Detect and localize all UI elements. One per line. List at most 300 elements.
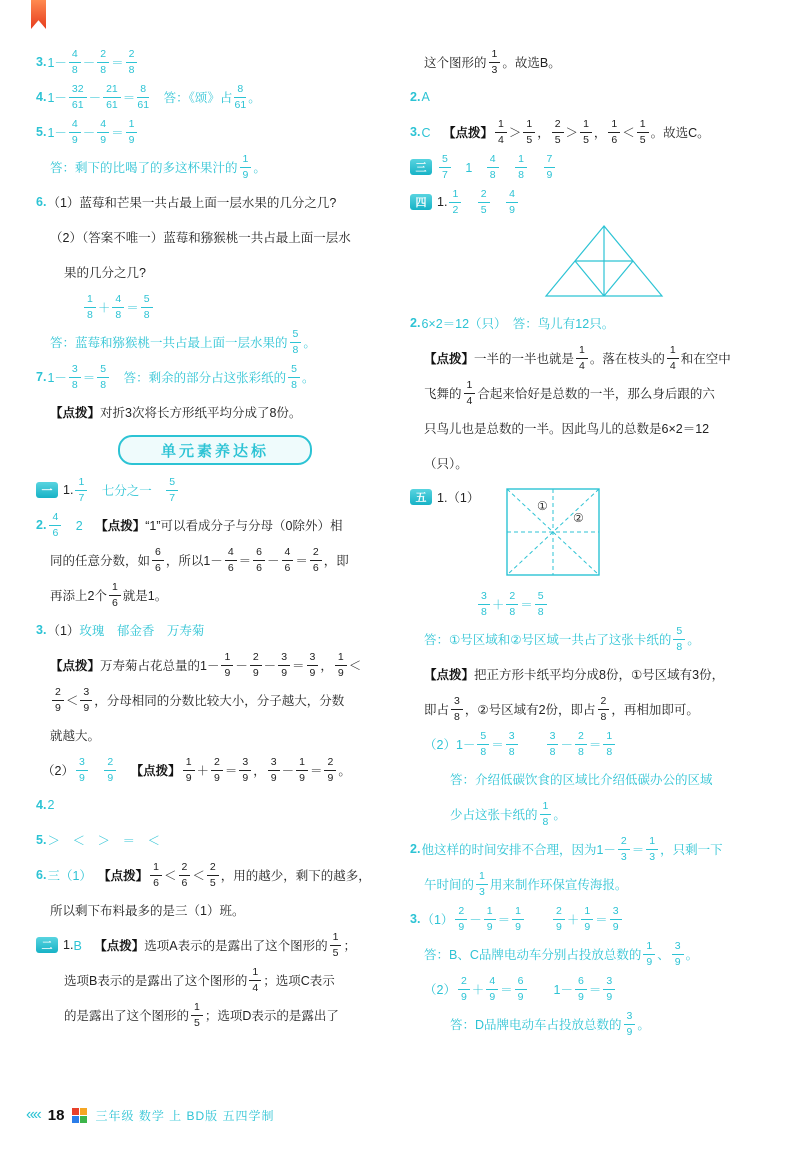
text-segment: 。落在枝头的 (589, 352, 665, 366)
fraction-numerator: 2 (506, 591, 518, 605)
text-segment: ＋ (471, 983, 485, 997)
text-segment: － (235, 659, 248, 673)
text-segment: 选项B表示的是露出了这个图形的 (64, 974, 248, 988)
text-segment: A (421, 90, 430, 104)
item-number: 5. (36, 833, 47, 847)
fraction (324, 757, 336, 783)
text-line (410, 868, 776, 900)
text-segment: （1）蓝莓和芒果一共占最上面一层水果的几分之几? (47, 196, 337, 210)
item-number: 3. (36, 55, 47, 69)
fraction-numerator: 2 (179, 862, 191, 876)
fraction-numerator: 1 (512, 906, 524, 920)
fraction (672, 941, 684, 967)
text-line (410, 412, 776, 444)
fraction-numerator: 1 (489, 49, 501, 63)
fraction (643, 941, 655, 967)
fraction-numerator: 3 (547, 731, 559, 745)
hint-label: 【点拨】 (442, 126, 493, 140)
fraction-denominator: 3 (491, 63, 498, 76)
fraction (484, 906, 496, 932)
fraction-denominator: 61 (71, 98, 84, 111)
fraction-numerator: 8 (137, 84, 149, 98)
text-segment: － (88, 91, 102, 105)
fraction-numerator: 2 (104, 757, 116, 771)
fraction-denominator: 61 (234, 98, 247, 111)
text-segment: 。故选B。 (502, 56, 561, 70)
fraction-denominator: 6 (153, 876, 159, 889)
text-segment: － (263, 659, 277, 673)
text-segment: 就是1。 (122, 589, 168, 603)
text-line (410, 307, 776, 339)
fraction (191, 1002, 203, 1028)
text-segment (492, 193, 505, 211)
fraction-denominator: 9 (515, 920, 521, 933)
text-segment: 少占这张卡纸的 (450, 808, 538, 822)
fraction-numerator: 4 (69, 119, 81, 133)
fraction-denominator: 9 (309, 666, 316, 679)
text-segment: 2 (63, 519, 96, 533)
fraction-denominator: 9 (252, 666, 259, 679)
text-segment: 飞舞的 (424, 387, 462, 401)
text-segment: 。 (687, 633, 700, 647)
text-segment: 合起来恰好是总数的一半，那么身后跟的六 (477, 387, 715, 401)
fraction (97, 49, 109, 75)
fraction-numerator: 3 (478, 591, 490, 605)
fraction-numerator: 2 (207, 862, 219, 876)
fraction-numerator: 1 (515, 154, 527, 168)
text-segment: ，用的越少，剩下的越多， (220, 869, 371, 883)
text-line (36, 431, 394, 471)
text-segment: 1.（1） (437, 491, 480, 505)
text-line (36, 894, 394, 926)
fraction-denominator: 3 (479, 885, 485, 898)
text-segment: ＝ (126, 301, 139, 315)
fraction (335, 652, 347, 678)
fraction-denominator: 9 (55, 701, 61, 714)
text-segment: ＜ (164, 869, 177, 883)
text-line (410, 623, 776, 655)
edition-label: 三年级 数学 上 BD版 五四学制 (95, 1108, 275, 1123)
fraction-numerator: 2 (598, 696, 610, 710)
section-number-badge: 一 (36, 482, 58, 498)
fraction-numerator: 3 (307, 652, 319, 666)
fraction (486, 976, 498, 1002)
fraction (512, 906, 524, 932)
item-number: 4. (36, 90, 47, 104)
fraction-denominator: 6 (52, 526, 59, 539)
fraction-numerator: 6 (152, 547, 164, 561)
text-segment: 就越大。 (50, 729, 101, 743)
fraction-denominator: 9 (214, 771, 220, 784)
section-header: 单元素养达标 (118, 435, 312, 465)
fraction (166, 477, 178, 503)
text-segment: （2） (42, 764, 74, 778)
text-line (36, 754, 394, 786)
text-segment: 所以剩下布料最多的是三（1）班。 (50, 904, 245, 918)
text-segment: ＜ (348, 659, 362, 673)
text-segment: ＝ (122, 91, 136, 105)
text-segment: 选项A表示的是露出了这个图形的 (144, 939, 328, 953)
fraction (69, 84, 87, 110)
fraction-denominator: 8 (115, 308, 122, 321)
text-segment: ＞ (508, 126, 522, 140)
fraction-denominator: 9 (242, 771, 249, 784)
fraction (637, 119, 649, 145)
fraction-numerator: 1 (540, 801, 552, 815)
text-line (410, 903, 776, 935)
text-segment: （1） (47, 624, 80, 638)
text-segment: 同的任意分数，如 (50, 554, 151, 568)
text-segment: － (82, 126, 96, 140)
fraction-denominator: 8 (518, 168, 524, 181)
text-segment: ，②号区域有2份，即占 (464, 703, 596, 717)
fraction-numerator: 2 (553, 906, 565, 920)
page-number: 18 (47, 1106, 65, 1124)
fraction-denominator: 9 (270, 771, 277, 784)
text-line (36, 859, 394, 891)
fraction-denominator: 9 (460, 990, 467, 1003)
svg-text:②: ② (573, 511, 585, 525)
fraction (523, 119, 535, 145)
text-segment: 答：蓝莓和猕猴桃一共占最上面一层水果的 (50, 336, 288, 350)
fraction-numerator: 1 (603, 731, 615, 745)
section-number-badge: 三 (410, 159, 432, 175)
item-number: 4. (36, 798, 47, 812)
fraction (575, 976, 587, 1002)
text-segment: ，分母相同的分数比较大小，分子越大，分数 (94, 694, 345, 708)
fraction-denominator: 8 (292, 343, 299, 356)
fraction (75, 477, 87, 503)
hint-label: 【点拨】 (424, 352, 475, 366)
text-line (36, 256, 394, 288)
text-segment: 1－ (47, 56, 67, 70)
fraction-denominator: 3 (649, 850, 656, 863)
fraction (152, 547, 164, 573)
fraction-denominator: 6 (181, 876, 188, 889)
text-segment: 1. (437, 195, 448, 209)
fraction-denominator: 8 (87, 308, 93, 321)
fraction-numerator: 1 (221, 652, 233, 666)
fraction-denominator: 6 (256, 561, 263, 574)
text-segment: （1） (421, 913, 454, 927)
item-number: 2. (36, 518, 47, 532)
text-segment: ＜ (65, 694, 79, 708)
fraction-numerator: 2 (211, 757, 223, 771)
text-line (410, 151, 776, 183)
text-segment: ＝ (595, 913, 608, 927)
fraction-numerator: 4 (225, 547, 237, 561)
fraction-numerator: 3 (506, 731, 518, 745)
fraction (515, 154, 527, 180)
text-segment: 。故选C。 (650, 126, 710, 140)
fraction-numerator: 1 (523, 119, 535, 133)
fraction (49, 512, 61, 538)
fraction-numerator: 2 (618, 836, 630, 850)
fraction-numerator: 1 (476, 871, 488, 885)
fraction-denominator: 8 (606, 745, 613, 758)
text-line (410, 798, 776, 830)
fraction-denominator: 5 (526, 133, 533, 146)
text-segment: ＋ (196, 764, 210, 778)
fraction (290, 329, 302, 355)
text-line (410, 377, 776, 409)
fraction-denominator: 8 (600, 710, 607, 723)
text-segment: 1－ (47, 91, 67, 105)
text-line (36, 396, 394, 428)
fraction-numerator: 21 (103, 84, 121, 98)
fraction-denominator: 9 (327, 771, 334, 784)
fraction (221, 652, 233, 678)
text-line (410, 482, 776, 585)
fraction-denominator: 7 (442, 168, 448, 181)
text-segment: ＝ (520, 598, 533, 612)
fraction-denominator: 9 (78, 771, 85, 784)
fraction (618, 836, 630, 862)
text-segment: “1”可以看成分子与分母（0除外）相 (145, 519, 343, 533)
fraction-denominator: 5 (209, 876, 216, 889)
fraction-numerator: 3 (672, 941, 684, 955)
text-segment: 对折3次将长方形纸平均分成了8份。 (100, 406, 302, 420)
fraction-numerator: 1 (249, 967, 261, 981)
fraction-denominator: 9 (83, 701, 90, 714)
text-line (410, 116, 776, 148)
fraction-denominator: 5 (194, 1016, 200, 1029)
fraction (455, 906, 467, 932)
fraction-denominator: 4 (497, 133, 504, 146)
fraction-numerator: 5 (673, 626, 685, 640)
text-line (36, 116, 394, 148)
fraction (610, 906, 622, 932)
fraction-numerator: 4 (506, 189, 518, 203)
fraction-denominator: 6 (284, 561, 291, 574)
fraction-denominator: 9 (646, 955, 653, 968)
text-segment: 。 (338, 764, 351, 778)
fraction-denominator: 8 (143, 308, 150, 321)
text-segment: 答：剩下的比喝了的多这杯果汁的 (50, 161, 238, 175)
text-line (410, 1008, 776, 1040)
text-segment: ＝ (631, 843, 645, 857)
text-segment: 1. (63, 483, 74, 497)
text-segment: － (560, 738, 573, 752)
text-segment (529, 158, 542, 176)
text-segment: ，所以1－ (165, 554, 223, 568)
fraction-numerator: 1 (643, 941, 655, 955)
text-segment: 他这样的时间安排不合理，因为1－ (421, 843, 616, 857)
fraction-numerator: 2 (324, 757, 336, 771)
fraction (207, 862, 219, 888)
fraction (253, 547, 265, 573)
fraction-numerator: 8 (234, 84, 246, 98)
text-segment: 午时间的 (424, 878, 475, 892)
text-line (410, 763, 776, 795)
text-segment: 。 (553, 808, 566, 822)
fraction-numerator: 5 (535, 591, 547, 605)
guillemet-marks: «« (26, 1106, 40, 1123)
text-segment: ＝ (82, 371, 96, 385)
fraction-denominator: 8 (128, 63, 135, 76)
hint-label: 【点拨】 (95, 519, 146, 533)
fraction-numerator: 1 (84, 294, 96, 308)
fraction (69, 49, 81, 75)
text-line (410, 728, 776, 760)
bookmark-icon (31, 0, 46, 29)
fraction-numerator: 2 (250, 652, 262, 666)
fraction-denominator: 9 (606, 990, 613, 1003)
fraction-numerator: 1 (191, 1002, 203, 1016)
text-line (36, 291, 394, 323)
section-number-badge: 五 (410, 489, 432, 505)
fraction-numerator: 1 (576, 345, 588, 359)
fraction-denominator: 9 (626, 1025, 633, 1038)
text-segment: 。 (248, 91, 261, 105)
fraction (458, 976, 470, 1002)
text-segment: 6×2＝12（只） 答：鸟儿有12只。 (421, 317, 615, 331)
fraction-numerator: 1 (464, 380, 476, 394)
text-segment: ＞ ＜ ＞ ＝ ＜ (47, 834, 160, 848)
fraction (478, 189, 490, 215)
fraction-denominator: 9 (100, 133, 107, 146)
fraction-numerator: 6 (575, 976, 587, 990)
text-segment: 只鸟儿也是总数的一半。因此鸟儿的总数是6×2＝12 (424, 422, 710, 436)
fraction (330, 932, 342, 958)
item-number: 6. (36, 868, 47, 882)
text-line (36, 964, 394, 996)
text-line (36, 361, 394, 393)
fraction-numerator: 1 (75, 477, 87, 491)
fraction-numerator: 1 (335, 652, 347, 666)
fraction (575, 731, 587, 757)
text-segment: ， (320, 659, 333, 673)
hint-label: 【点拨】 (50, 406, 101, 420)
text-segment: ＝ (224, 764, 238, 778)
fraction (76, 757, 88, 783)
hint-label: 【点拨】 (50, 659, 101, 673)
fraction (69, 119, 81, 145)
fraction-numerator: 1 (449, 189, 461, 203)
text-segment: 答：《颂》占 (151, 91, 233, 105)
fraction-numerator: 1 (667, 345, 679, 359)
text-segment (520, 735, 545, 753)
text-segment: ，即 (323, 554, 349, 568)
text-segment: 再添上2个 (50, 589, 107, 603)
text-segment (90, 761, 103, 779)
fraction (103, 84, 121, 110)
fraction-numerator: 2 (458, 976, 470, 990)
fraction (598, 696, 610, 722)
fraction (478, 591, 490, 617)
text-segment: ；选项C表示 (263, 974, 335, 988)
fraction (268, 757, 280, 783)
fraction-numerator: 3 (451, 696, 463, 710)
fraction-numerator: 3 (603, 976, 615, 990)
fraction-denominator: 4 (252, 981, 259, 994)
fraction (310, 547, 322, 573)
text-segment: － (267, 554, 280, 568)
fraction (576, 345, 588, 371)
fraction (540, 801, 552, 827)
fraction (278, 652, 290, 678)
fraction (137, 84, 149, 110)
text-segment: 答：介绍低碳饮食的区域比介绍低碳办公的区域 (450, 773, 713, 787)
text-segment: ＝ (309, 764, 323, 778)
text-segment: 。 (301, 371, 315, 385)
fraction-numerator: 6 (253, 547, 265, 561)
fraction (544, 154, 556, 180)
fraction (477, 731, 489, 757)
text-segment: ， (537, 126, 550, 140)
fraction-denominator: 9 (674, 955, 681, 968)
text-segment: （2）（答案不唯一）蓝莓和猕猴桃一共占最上面一层水 (50, 231, 351, 245)
fraction-numerator: 1 (646, 836, 658, 850)
fraction-numerator: 3 (624, 1011, 636, 1025)
text-segment: 用来制作环保宣传海报。 (489, 878, 628, 892)
fraction (179, 862, 191, 888)
fraction (150, 862, 162, 888)
fraction (581, 906, 593, 932)
fraction (282, 547, 294, 573)
fraction (506, 731, 518, 757)
fraction-denominator: 9 (517, 990, 524, 1003)
fraction-numerator: 5 (97, 364, 109, 378)
text-line (36, 186, 394, 218)
fraction-numerator: 4 (487, 154, 499, 168)
fraction (451, 696, 463, 722)
svg-text:①: ① (537, 499, 549, 513)
text-segment: ＝ (295, 554, 308, 568)
fraction-denominator: 8 (454, 710, 460, 723)
fraction-denominator: 6 (312, 561, 319, 574)
item-number: 6. (36, 195, 47, 209)
fraction (506, 189, 518, 215)
text-line (36, 579, 394, 611)
fraction-denominator: 4 (669, 359, 676, 372)
fraction-denominator: 3 (620, 850, 627, 863)
item-number: 2. (410, 842, 421, 856)
fraction-numerator: 2 (478, 189, 490, 203)
fraction-denominator: 6 (111, 596, 118, 609)
fraction-denominator: 61 (137, 98, 150, 111)
text-line (410, 81, 776, 113)
text-segment (501, 158, 514, 176)
text-line (36, 326, 394, 358)
text-segment: 万寿菊占花总量的1－ (100, 659, 220, 673)
fraction (234, 84, 246, 110)
fraction-numerator: 2 (97, 49, 109, 63)
text-segment: ，再相加即可。 (611, 703, 699, 717)
right-column (410, 46, 776, 1043)
text-segment: ＝ (111, 126, 124, 140)
fraction-numerator: 2 (126, 49, 138, 63)
fraction (667, 345, 679, 371)
text-segment: 七分之一 (89, 484, 165, 498)
text-segment: ， (593, 126, 607, 140)
fraction (608, 119, 620, 145)
fraction-denominator: 8 (100, 378, 107, 391)
fraction-numerator: 5 (288, 364, 300, 378)
fraction-numerator: 1 (330, 932, 342, 946)
text-line (36, 789, 394, 821)
text-segment: 一半的一半也就是 (474, 352, 575, 366)
fraction-numerator: 5 (141, 294, 153, 308)
fraction (646, 836, 658, 862)
text-line (410, 973, 776, 1005)
text-segment: 即占 (424, 703, 450, 717)
text-line (36, 544, 394, 576)
fraction-numerator: 4 (282, 547, 294, 561)
text-segment: ＝ (588, 738, 602, 752)
text-segment: ＝ (292, 659, 305, 673)
text-segment: 把正方形卡纸平均分成8份，①号区域有3份， (474, 668, 725, 682)
